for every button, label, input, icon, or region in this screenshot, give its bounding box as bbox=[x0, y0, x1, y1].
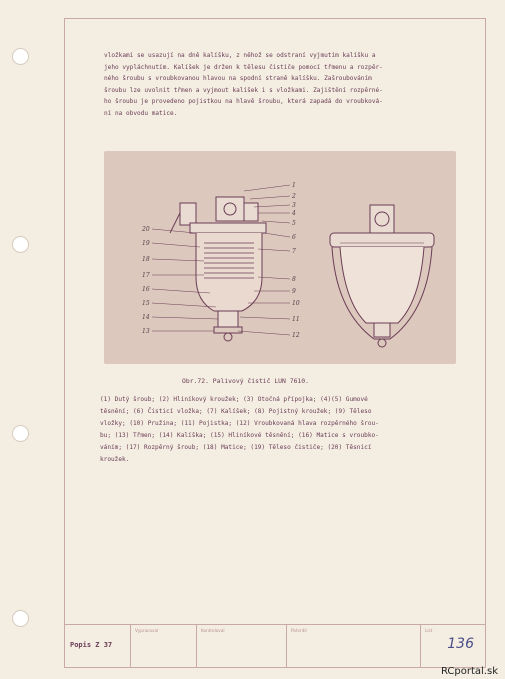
callout-label: 5 bbox=[292, 220, 296, 227]
callout-label: 18 bbox=[142, 256, 150, 263]
document-code: Popis Z 37 bbox=[70, 641, 113, 649]
text-line: šroubu lze uvolnit třmen a vyjmout kalíšek i s vložkami. Zajištění rozpěrné- bbox=[104, 86, 383, 94]
footer-cell-approved bbox=[286, 625, 420, 668]
callout-label: 7 bbox=[292, 248, 296, 255]
legend-line: vložky; (10) Pružina; (11) Pojistka; (12) Vroubkovaná hlava rozpěrného šrou- bbox=[100, 420, 379, 427]
footer-cell-prepared bbox=[130, 625, 196, 668]
sectional-view bbox=[170, 197, 266, 341]
callout-label: 6 bbox=[292, 234, 296, 241]
text-line: jeho vypláchnutím. Kalíšek je držen k tělesu čističe pomocí třmenu a rozpěr- bbox=[104, 63, 383, 71]
figure-caption: Obr.72. Palivový čistič LUN 7610. bbox=[182, 377, 309, 385]
callout-label: 16 bbox=[142, 286, 150, 293]
callout-label: 11 bbox=[292, 316, 300, 323]
fuel-filter-drawing bbox=[104, 151, 456, 364]
text-line: ho šroubu je provedeno pojistkou na hlavě šroubu, která zapadá do vroubková- bbox=[104, 98, 383, 106]
text-line: ného šroubu s vroubkovanou hlavou na spodní straně kalíšku. Zašroubováním bbox=[104, 75, 372, 83]
external-view bbox=[330, 205, 434, 347]
footer-cell-checked bbox=[196, 625, 286, 668]
body-paragraph bbox=[104, 50, 472, 120]
callout-label: 13 bbox=[142, 328, 150, 335]
parts-legend bbox=[100, 394, 476, 466]
callout-label: 12 bbox=[292, 332, 300, 339]
legend-line: kroužek. bbox=[100, 456, 130, 463]
footer-cell-label: Vypracoval bbox=[135, 628, 159, 633]
callout-label: 1 bbox=[292, 182, 296, 189]
footer-cell-label: Kontroloval bbox=[201, 628, 225, 633]
punch-hole bbox=[12, 236, 29, 253]
callout-label: 15 bbox=[142, 300, 150, 307]
punch-hole bbox=[12, 425, 29, 442]
callout-label: 17 bbox=[142, 272, 150, 279]
callout-label: 20 bbox=[142, 226, 150, 233]
footer-cell-label: List bbox=[425, 628, 433, 633]
legend-line: (1) Dutý šroub; (2) Hliníkový kroužek; (3) Otočná přípojka; (4)(5) Gumové bbox=[100, 396, 368, 403]
title-block bbox=[64, 624, 486, 668]
callout-label: 3 bbox=[292, 202, 296, 209]
legend-line: těsnění; (6) Čisticí vložka; (7) Kalíšek; (8) Pojistný kroužek; (9) Těleso bbox=[100, 408, 372, 415]
callout-label: 2 bbox=[292, 193, 296, 200]
punch-hole bbox=[12, 48, 29, 65]
punch-hole bbox=[12, 610, 29, 627]
fuel-filter-figure bbox=[104, 151, 456, 364]
text-line: vložkami se usazují na dně kalíšku, z něhož se odstraní vyjmutím kalíšku a bbox=[104, 52, 376, 59]
callout-label: 8 bbox=[292, 276, 296, 283]
page-number: 136 bbox=[447, 636, 474, 652]
legend-line: bu; (13) Třmen; (14) Kalíška; (15) Hliníkové těsnění; (16) Matice s vroubko- bbox=[100, 432, 379, 439]
callout-label: 14 bbox=[142, 314, 150, 321]
callout-label: 9 bbox=[292, 288, 296, 295]
callout-label: 19 bbox=[142, 240, 150, 247]
watermark: RCportal.sk bbox=[440, 666, 498, 677]
footer-cell-label: Potvrdil bbox=[291, 628, 307, 633]
legend-line: váním; (17) Rozpěrný šroub; (18) Matice; (19) Těleso čističe; (20) Těsnicí bbox=[100, 444, 372, 451]
text-line: ní na obvodu matice. bbox=[104, 109, 178, 117]
callout-label: 4 bbox=[292, 210, 296, 217]
callout-label: 10 bbox=[292, 300, 300, 307]
